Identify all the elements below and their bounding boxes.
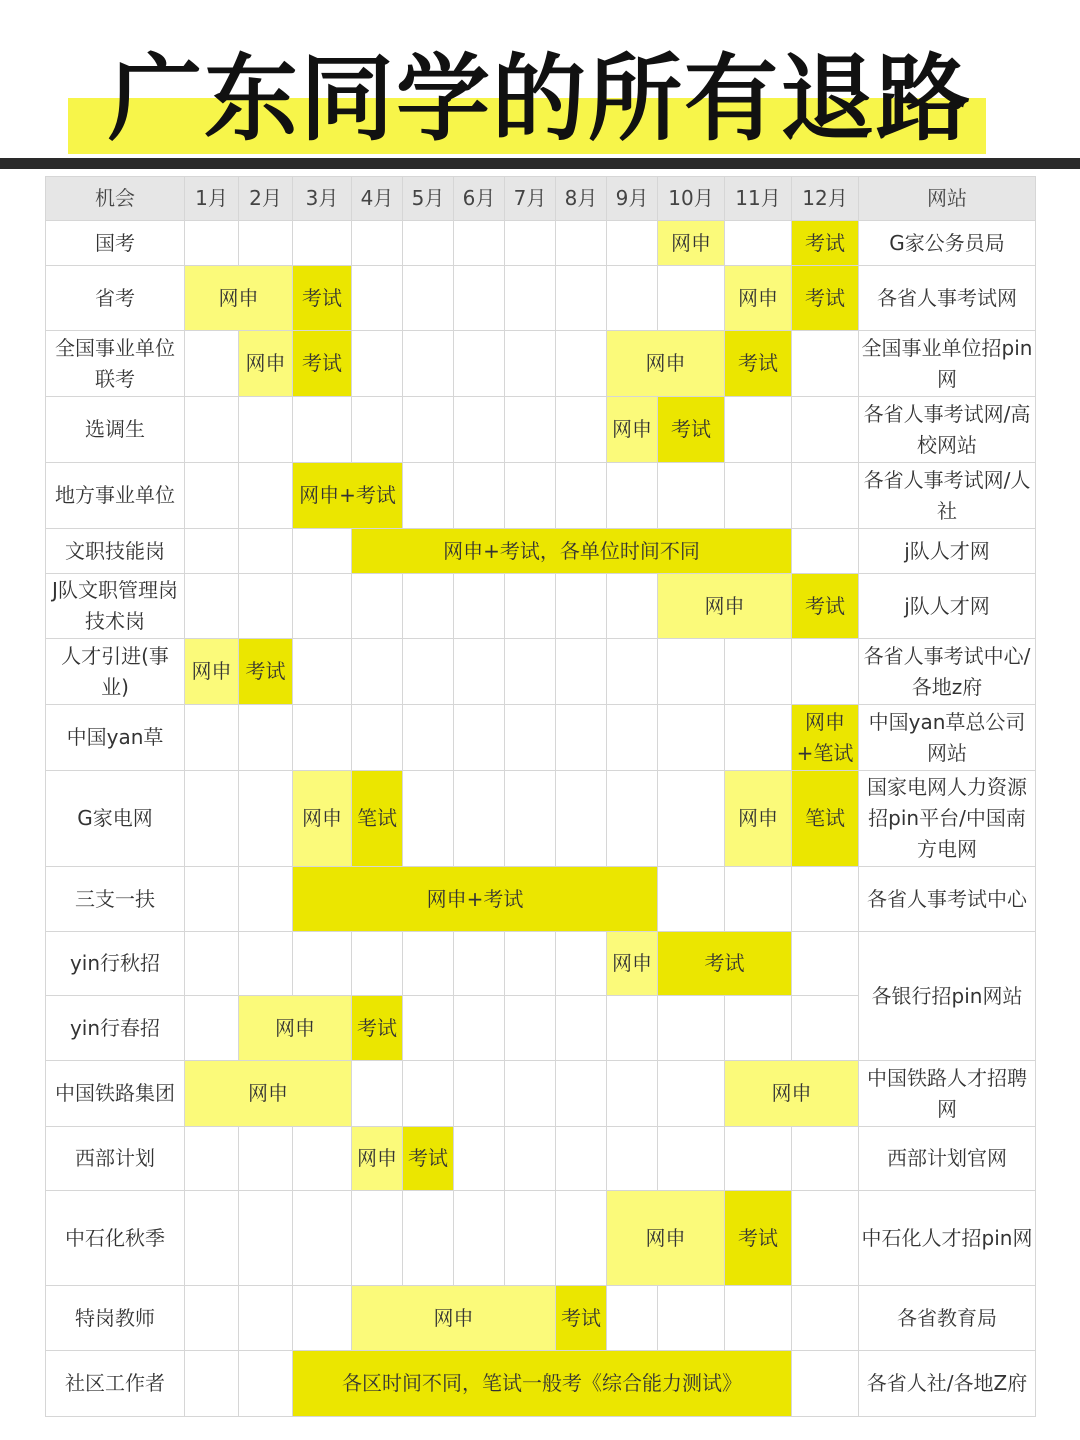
empty-cell	[725, 463, 792, 529]
empty-cell	[658, 266, 725, 331]
schedule-cell: 网申+考试	[293, 867, 658, 932]
empty-cell	[185, 463, 239, 529]
empty-cell	[454, 1191, 505, 1286]
empty-cell	[454, 771, 505, 867]
empty-cell	[239, 463, 293, 529]
empty-cell	[556, 1127, 607, 1191]
schedule-cell: 网申+笔试	[792, 705, 859, 771]
empty-cell	[293, 932, 352, 996]
empty-cell	[792, 867, 859, 932]
empty-cell	[556, 771, 607, 867]
schedule-cell: 考试	[725, 331, 792, 397]
row-name: yin行秋招	[46, 932, 185, 996]
empty-cell	[792, 639, 859, 705]
schedule-cell: 网申	[658, 221, 725, 266]
empty-cell	[352, 1191, 403, 1286]
schedule-cell: 网申	[185, 266, 293, 331]
header-cell: 机会	[46, 177, 185, 221]
row-name: 特岗教师	[46, 1286, 185, 1351]
empty-cell	[658, 463, 725, 529]
empty-cell	[556, 1061, 607, 1127]
title-divider	[0, 158, 1080, 169]
empty-cell	[725, 639, 792, 705]
empty-cell	[556, 1191, 607, 1286]
empty-cell	[792, 1351, 859, 1417]
empty-cell	[658, 996, 725, 1061]
empty-cell	[607, 996, 658, 1061]
schedule-cell: 笔试	[352, 771, 403, 867]
row-website: 中石化人才招pin网	[859, 1191, 1036, 1286]
empty-cell	[658, 639, 725, 705]
empty-cell	[792, 932, 859, 996]
row-website: 各省人事考试网/高校网站	[859, 397, 1036, 463]
row-website: 各省教育局	[859, 1286, 1036, 1351]
empty-cell	[505, 574, 556, 639]
row-website: 各省人事考试中心/各地z府	[859, 639, 1036, 705]
title-area	[0, 0, 1080, 170]
schedule-cell: 网申	[352, 1127, 403, 1191]
empty-cell	[293, 639, 352, 705]
empty-cell	[505, 705, 556, 771]
empty-cell	[454, 331, 505, 397]
empty-cell	[403, 771, 454, 867]
header-cell: 1月	[185, 177, 239, 221]
empty-cell	[185, 221, 239, 266]
empty-cell	[403, 331, 454, 397]
header-cell: 2月	[239, 177, 293, 221]
empty-cell	[239, 867, 293, 932]
empty-cell	[185, 331, 239, 397]
empty-cell	[658, 771, 725, 867]
row-name: 三支一扶	[46, 867, 185, 932]
empty-cell	[792, 996, 859, 1061]
empty-cell	[556, 463, 607, 529]
empty-cell	[239, 1191, 293, 1286]
empty-cell	[352, 932, 403, 996]
empty-cell	[792, 463, 859, 529]
empty-cell	[792, 397, 859, 463]
row-website: j队人才网	[859, 529, 1036, 574]
header-cell: 5月	[403, 177, 454, 221]
empty-cell	[403, 463, 454, 529]
table-row	[46, 1061, 1036, 1127]
row-website: G家公务员局	[859, 221, 1036, 266]
row-name: 省考	[46, 266, 185, 331]
empty-cell	[293, 221, 352, 266]
row-website: 西部计划官网	[859, 1127, 1036, 1191]
empty-cell	[403, 932, 454, 996]
schedule-cell: 考试	[293, 266, 352, 331]
schedule-cell: 考试	[658, 932, 792, 996]
table-row	[46, 1127, 1036, 1191]
empty-cell	[454, 705, 505, 771]
empty-cell	[293, 529, 352, 574]
empty-cell	[239, 932, 293, 996]
empty-cell	[185, 932, 239, 996]
row-website: 各省人事考试网	[859, 266, 1036, 331]
table-row	[46, 397, 1036, 463]
empty-cell	[185, 1286, 239, 1351]
row-name: G家电网	[46, 771, 185, 867]
empty-cell	[658, 1127, 725, 1191]
empty-cell	[185, 574, 239, 639]
empty-cell	[607, 221, 658, 266]
row-website: 各银行招pin网站	[859, 932, 1036, 1061]
table-row	[46, 331, 1036, 397]
row-name: 中国yan草	[46, 705, 185, 771]
row-name: 地方事业单位	[46, 463, 185, 529]
empty-cell	[607, 463, 658, 529]
table-row	[46, 771, 1036, 867]
table-row	[46, 1191, 1036, 1286]
empty-cell	[725, 1127, 792, 1191]
empty-cell	[403, 266, 454, 331]
empty-cell	[454, 932, 505, 996]
empty-cell	[293, 574, 352, 639]
header-cell: 网站	[859, 177, 1036, 221]
schedule-cell: 网申	[725, 771, 792, 867]
row-name: yin行春招	[46, 996, 185, 1061]
schedule-cell: 网申	[658, 574, 792, 639]
row-name: 文职技能岗	[46, 529, 185, 574]
header-cell: 6月	[454, 177, 505, 221]
empty-cell	[556, 266, 607, 331]
empty-cell	[293, 1191, 352, 1286]
empty-cell	[505, 266, 556, 331]
header-cell: 9月	[607, 177, 658, 221]
row-name: 国考	[46, 221, 185, 266]
schedule-cell: 网申	[607, 932, 658, 996]
empty-cell	[403, 1061, 454, 1127]
row-name: 选调生	[46, 397, 185, 463]
schedule-cell: 笔试	[792, 771, 859, 867]
empty-cell	[658, 705, 725, 771]
table-row	[46, 574, 1036, 639]
schedule-cell: 考试	[293, 331, 352, 397]
empty-cell	[293, 705, 352, 771]
empty-cell	[403, 1191, 454, 1286]
empty-cell	[725, 1286, 792, 1351]
schedule-cell: 网申	[239, 331, 293, 397]
empty-cell	[792, 1127, 859, 1191]
empty-cell	[239, 1127, 293, 1191]
row-name: 社区工作者	[46, 1351, 185, 1417]
schedule-cell: 网申+考试，各单位时间不同	[352, 529, 792, 574]
empty-cell	[658, 867, 725, 932]
empty-cell	[556, 639, 607, 705]
row-website: 国家电网人力资源招pin平台/中国南方电网	[859, 771, 1036, 867]
empty-cell	[352, 574, 403, 639]
table-row	[46, 266, 1036, 331]
empty-cell	[607, 574, 658, 639]
empty-cell	[185, 397, 239, 463]
table-row	[46, 221, 1036, 266]
empty-cell	[293, 397, 352, 463]
row-website: 中国yan草总公司网站	[859, 705, 1036, 771]
schedule-cell: 网申	[185, 1061, 352, 1127]
empty-cell	[607, 771, 658, 867]
empty-cell	[352, 705, 403, 771]
empty-cell	[403, 574, 454, 639]
empty-cell	[239, 397, 293, 463]
schedule-cell: 考试	[792, 266, 859, 331]
empty-cell	[239, 1351, 293, 1417]
empty-cell	[556, 932, 607, 996]
empty-cell	[239, 221, 293, 266]
empty-cell	[454, 1061, 505, 1127]
schedule-cell: 网申	[293, 771, 352, 867]
empty-cell	[352, 221, 403, 266]
schedule-cell: 考试	[792, 221, 859, 266]
schedule-cell: 网申	[352, 1286, 556, 1351]
empty-cell	[658, 1286, 725, 1351]
row-name: 人才引进(事业)	[46, 639, 185, 705]
empty-cell	[454, 397, 505, 463]
schedule-cell: 网申	[725, 266, 792, 331]
empty-cell	[607, 705, 658, 771]
empty-cell	[725, 705, 792, 771]
empty-cell	[185, 529, 239, 574]
empty-cell	[185, 1191, 239, 1286]
empty-cell	[556, 574, 607, 639]
empty-cell	[505, 639, 556, 705]
schedule-cell: 各区时间不同，笔试一般考《综合能力测试》	[293, 1351, 792, 1417]
empty-cell	[505, 932, 556, 996]
row-name: 中国铁路集团	[46, 1061, 185, 1127]
schedule-cell: 考试	[352, 996, 403, 1061]
empty-cell	[185, 1127, 239, 1191]
header-cell: 7月	[505, 177, 556, 221]
empty-cell	[505, 331, 556, 397]
empty-cell	[505, 996, 556, 1061]
empty-cell	[239, 574, 293, 639]
empty-cell	[239, 771, 293, 867]
table-row	[46, 1286, 1036, 1351]
schedule-cell: 网申	[725, 1061, 859, 1127]
header-cell: 3月	[293, 177, 352, 221]
row-name: J队文职管理岗技术岗	[46, 574, 185, 639]
row-website: 各省人社/各地Z府	[859, 1351, 1036, 1417]
empty-cell	[505, 1191, 556, 1286]
empty-cell	[293, 1127, 352, 1191]
schedule-cell: 考试	[556, 1286, 607, 1351]
empty-cell	[239, 1286, 293, 1351]
schedule-cell: 考试	[725, 1191, 792, 1286]
empty-cell	[352, 1061, 403, 1127]
empty-cell	[403, 996, 454, 1061]
schedule-cell: 网申+考试	[293, 463, 403, 529]
empty-cell	[239, 705, 293, 771]
table-row	[46, 705, 1036, 771]
empty-cell	[725, 221, 792, 266]
empty-cell	[239, 529, 293, 574]
schedule-table	[45, 176, 1036, 1417]
empty-cell	[505, 1127, 556, 1191]
empty-cell	[725, 397, 792, 463]
empty-cell	[556, 705, 607, 771]
empty-cell	[185, 867, 239, 932]
schedule-cell: 网申	[607, 331, 725, 397]
header-cell: 11月	[725, 177, 792, 221]
empty-cell	[505, 463, 556, 529]
empty-cell	[658, 1061, 725, 1127]
table-row	[46, 529, 1036, 574]
table-row	[46, 932, 1036, 996]
row-website: 中国铁路人才招聘网	[859, 1061, 1036, 1127]
header-cell: 12月	[792, 177, 859, 221]
empty-cell	[725, 996, 792, 1061]
empty-cell	[725, 867, 792, 932]
empty-cell	[505, 1061, 556, 1127]
empty-cell	[352, 397, 403, 463]
empty-cell	[454, 266, 505, 331]
empty-cell	[403, 397, 454, 463]
schedule-cell: 考试	[403, 1127, 454, 1191]
empty-cell	[792, 331, 859, 397]
empty-cell	[556, 397, 607, 463]
empty-cell	[505, 221, 556, 266]
schedule-cell: 网申	[239, 996, 352, 1061]
empty-cell	[607, 1286, 658, 1351]
empty-cell	[454, 639, 505, 705]
empty-cell	[454, 463, 505, 529]
table-row	[46, 1351, 1036, 1417]
schedule-cell: 网申	[185, 639, 239, 705]
empty-cell	[607, 1061, 658, 1127]
empty-cell	[454, 574, 505, 639]
empty-cell	[792, 529, 859, 574]
page-title: 广东同学的所有退路	[107, 45, 972, 154]
row-website: 各省人事考试网/人社	[859, 463, 1036, 529]
schedule-cell: 考试	[658, 397, 725, 463]
empty-cell	[454, 1127, 505, 1191]
empty-cell	[607, 639, 658, 705]
empty-cell	[352, 331, 403, 397]
empty-cell	[185, 996, 239, 1061]
schedule-cell: 网申	[607, 397, 658, 463]
table-row	[46, 463, 1036, 529]
schedule-cell: 网申	[607, 1191, 725, 1286]
header-cell: 4月	[352, 177, 403, 221]
empty-cell	[185, 705, 239, 771]
empty-cell	[607, 1127, 658, 1191]
empty-cell	[792, 1191, 859, 1286]
empty-cell	[185, 1351, 239, 1417]
empty-cell	[556, 221, 607, 266]
empty-cell	[352, 266, 403, 331]
header-cell: 8月	[556, 177, 607, 221]
row-website: 全国事业单位招pin网	[859, 331, 1036, 397]
empty-cell	[556, 996, 607, 1061]
empty-cell	[454, 996, 505, 1061]
empty-cell	[792, 1286, 859, 1351]
empty-cell	[403, 705, 454, 771]
empty-cell	[454, 221, 505, 266]
empty-cell	[293, 1286, 352, 1351]
empty-cell	[556, 331, 607, 397]
empty-cell	[607, 266, 658, 331]
header-cell: 10月	[658, 177, 725, 221]
table-row	[46, 867, 1036, 932]
row-website: j队人才网	[859, 574, 1036, 639]
row-name: 中石化秋季	[46, 1191, 185, 1286]
row-name: 西部计划	[46, 1127, 185, 1191]
row-name: 全国事业单位联考	[46, 331, 185, 397]
empty-cell	[403, 221, 454, 266]
empty-cell	[505, 771, 556, 867]
header-row	[46, 177, 1036, 221]
table-row	[46, 639, 1036, 705]
empty-cell	[185, 771, 239, 867]
schedule-cell: 考试	[239, 639, 293, 705]
empty-cell	[352, 639, 403, 705]
schedule-cell: 考试	[792, 574, 859, 639]
row-website: 各省人事考试中心	[859, 867, 1036, 932]
empty-cell	[403, 639, 454, 705]
empty-cell	[505, 397, 556, 463]
